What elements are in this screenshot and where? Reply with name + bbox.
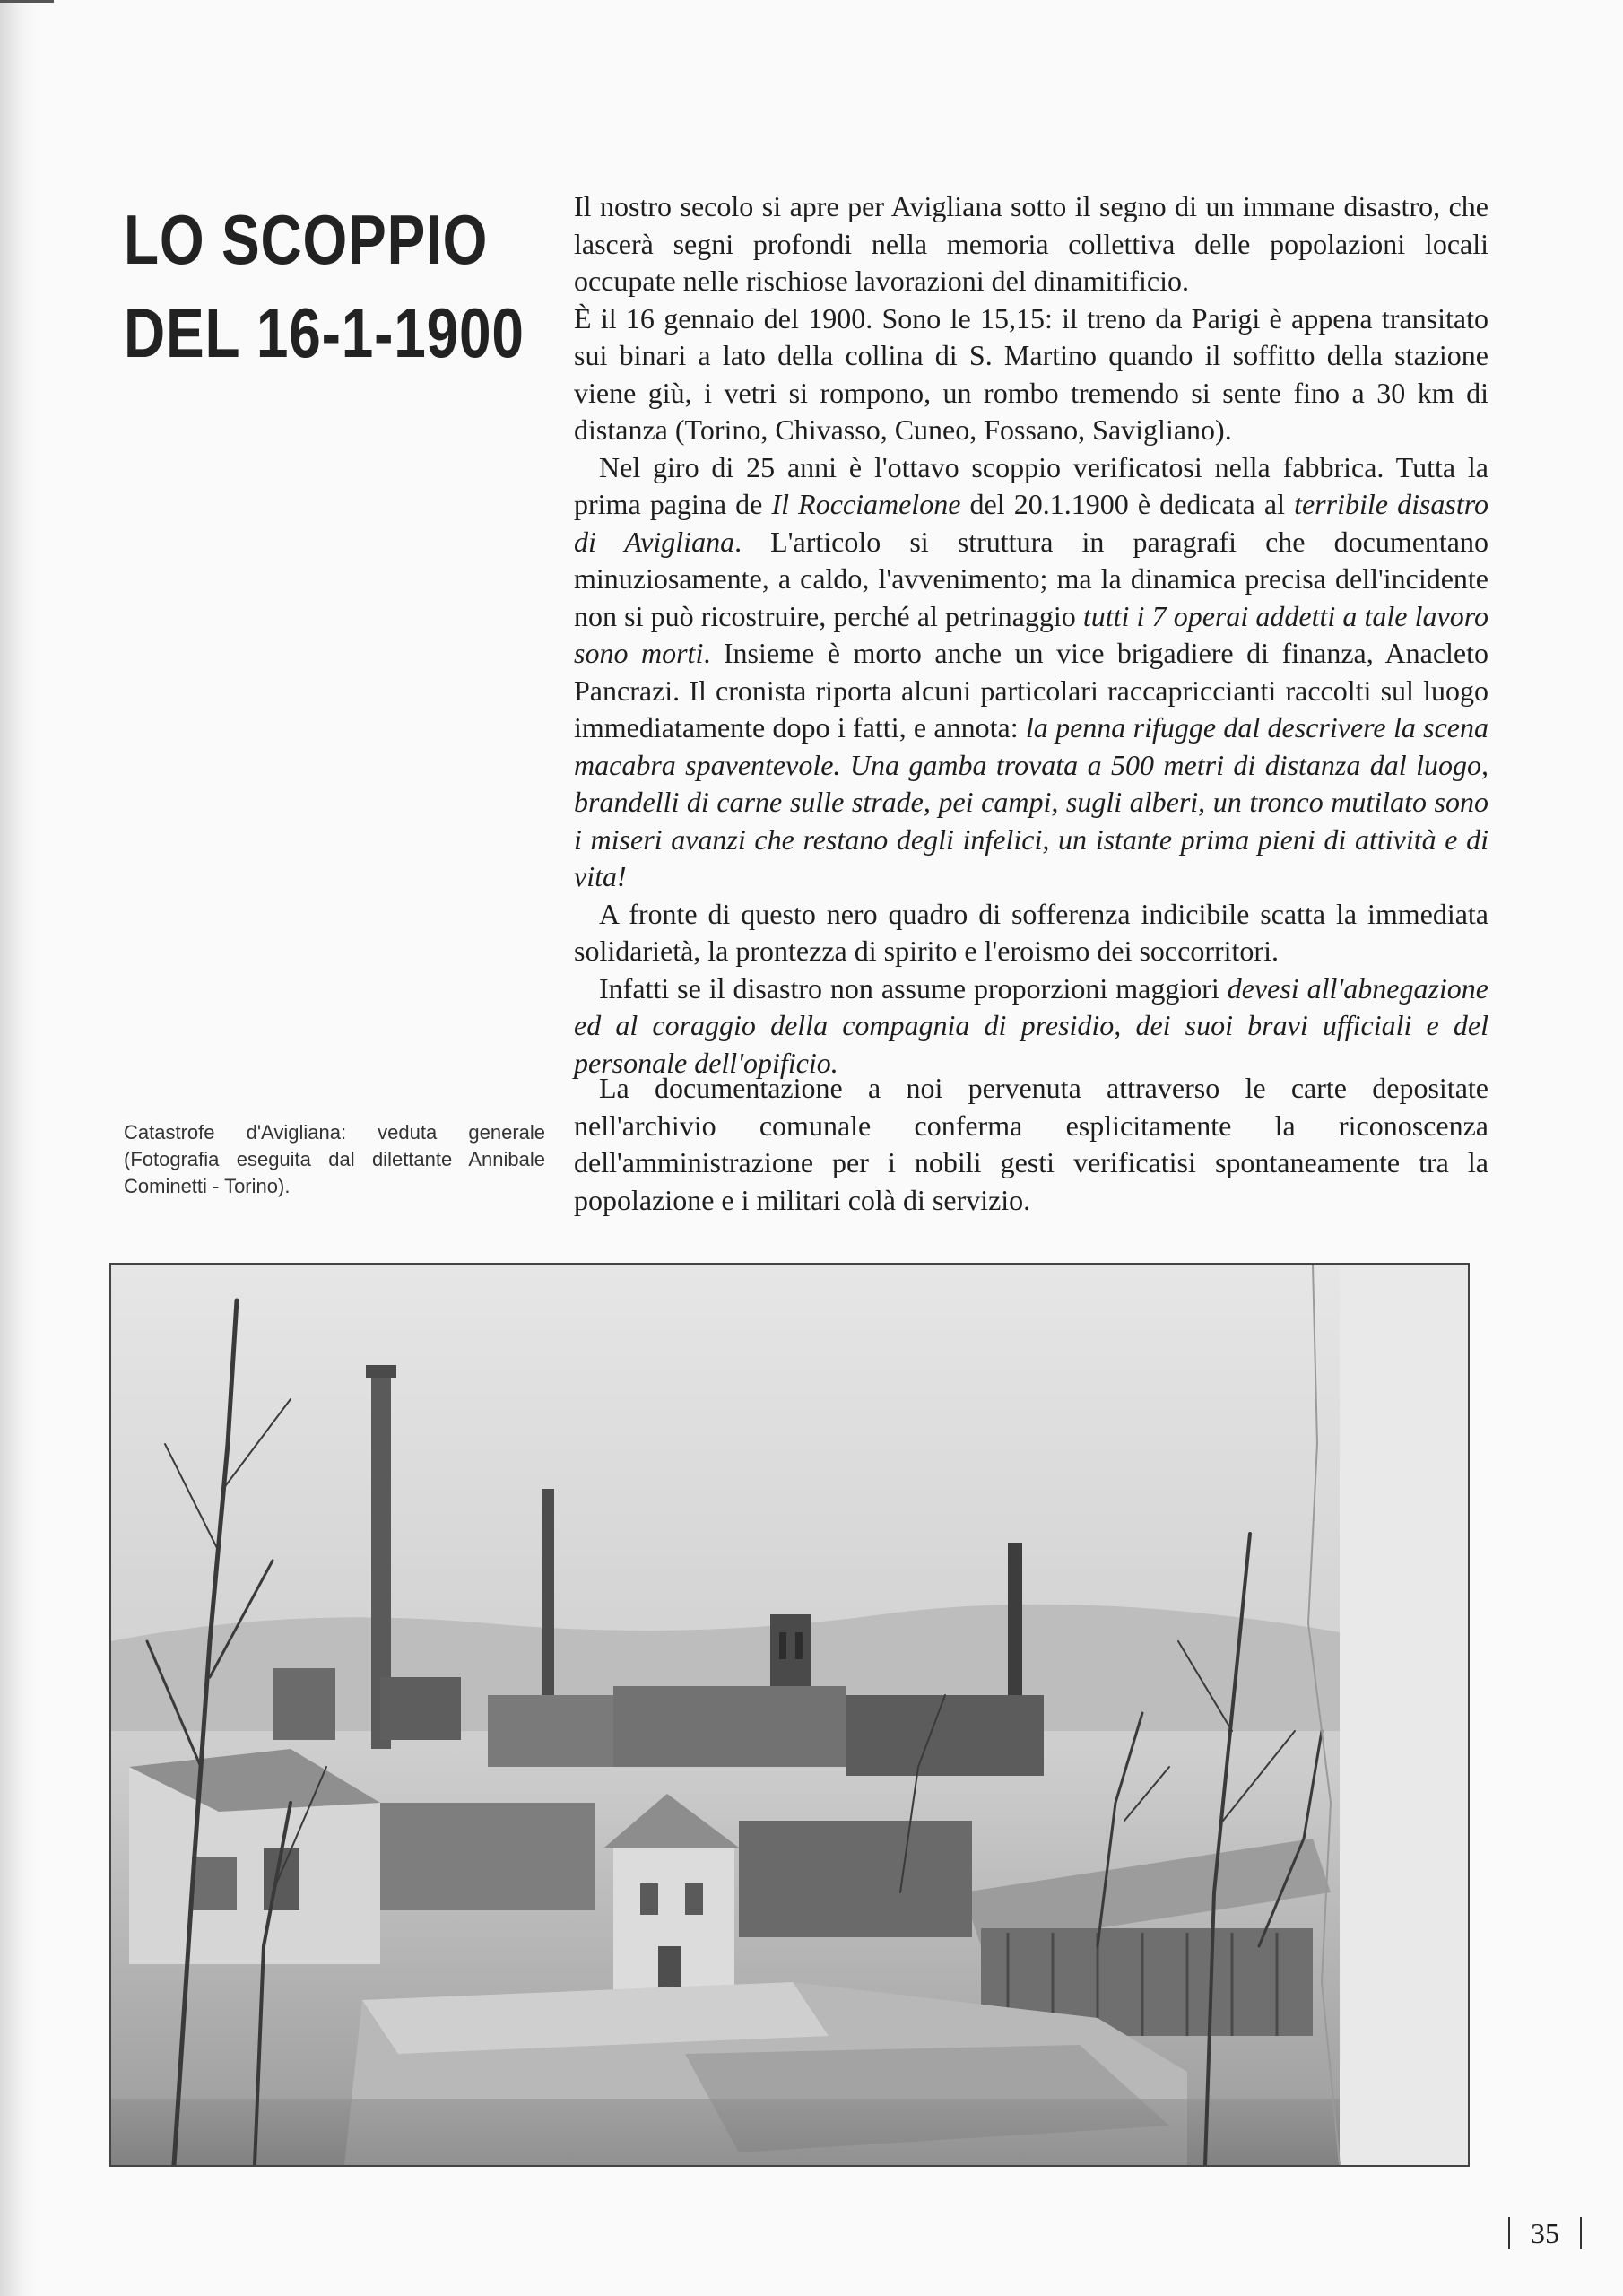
quote-garrison: devesi all'abnegazione ed al coraggio della compagnia di presidio, dei suoi bravi ufficiali e del personale dell'opificio. [574,971,1489,1079]
paragraph-5 [574,970,1488,1083]
paragraph-5-text: Infatti se il disastro non assume proporzioni maggiori [599,971,1228,1004]
quote-chronicle: la penna rifugge dal descrivere la scena macabra spaventevole. Una gamba trovata a 500 metri di distanza dal luogo, brandelli di carne sulle strade, pei campi, sugli alberi, un tronco mutilato sono i miseri avanzi che restano degli infelici, un istante prima pieni di attività e di vita! [574,711,1489,892]
quote-workers: tutti i 7 operai addetti a tale lavoro sono morti [574,599,1489,669]
paragraph-4: A fronte di questo nero quadro di sofferenza indicibile scatta la immediata solidarietà, la prontezza di spirito e l'eroismo dei soccorritori. [574,897,1488,967]
newspaper-title: Il Rocciamelone [771,488,961,520]
page-number: 35 [1496,2213,1594,2253]
paragraph-1: Il nostro secolo si apre per Avigliana sotto il segno di un immane disastro, che lascerà segni profondi nella memoria collettiva delle popolazioni locali occupate nelle rischiose lavorazioni del dinamitificio. [574,190,1488,297]
paragraph-2: È il 16 gennaio del 1900. Sono le 15,15: il treno da Parigi è appena transitato sui binari a lato della collina di S. Martino quando il soffitto della stazione viene giù, i vetri si rompono, un rombo tremendo si sente fino a 30 km di distanza (Torino, Chivasso, Cuneo, Fossano, Savigliano). [574,301,1488,446]
paragraph-3 [574,449,1488,896]
corner-mark [0,0,54,8]
page-title [124,193,525,379]
paragraph-6: La documentazione a noi pervenuta attraverso le carte depositate nell'archivio comunale conferma esplicitamente la riconoscenza dell'amministrazione per i nobili gesti verificatisi spontaneamente tra la popolazione e i militari colà di servizio. [574,1072,1488,1216]
article-body [574,188,1488,1082]
historical-photograph [109,1263,1470,2167]
article-body-continued [574,1070,1488,1219]
paragraph-3-text: . L'articolo si struttura in paragrafi che documentano minuziosamente, a caldo, l'avvenimento; ma la dinamica precisa dell'incidente non si può ricostruire, perché al petrinaggio [574,525,1489,632]
photograph-illustration [111,1265,1468,2165]
paragraph-3-text: Nel giro di 25 anni è l'ottavo scoppio verificatosi nella fabbrica. Tutta la prima pagina de [574,450,1488,520]
paragraph-3-text: . Insieme è morto anche un vice brigadiere di finanza, Anacleto Pancrazi. Il cronista riporta alcuni particolari raccapriccianti raccolti sul luogo immediatamente dopo i fatti, e annota: [574,637,1489,744]
paragraph-3-text: del 20.1.1900 è dedicata al [960,488,1295,520]
headline-quote: terribile disastro di Avigliana [574,488,1489,558]
title-line-2: DEL 16-1-1900 [124,293,525,372]
title-line-1: LO SCOPPIO [124,200,489,279]
photo-caption: Catastrofe d'Avigliana: veduta generale (Fotografia eseguita dal dilettante Annibale Cominetti - Torino). [124,1121,545,1197]
page-binding-shadow [0,0,36,2296]
